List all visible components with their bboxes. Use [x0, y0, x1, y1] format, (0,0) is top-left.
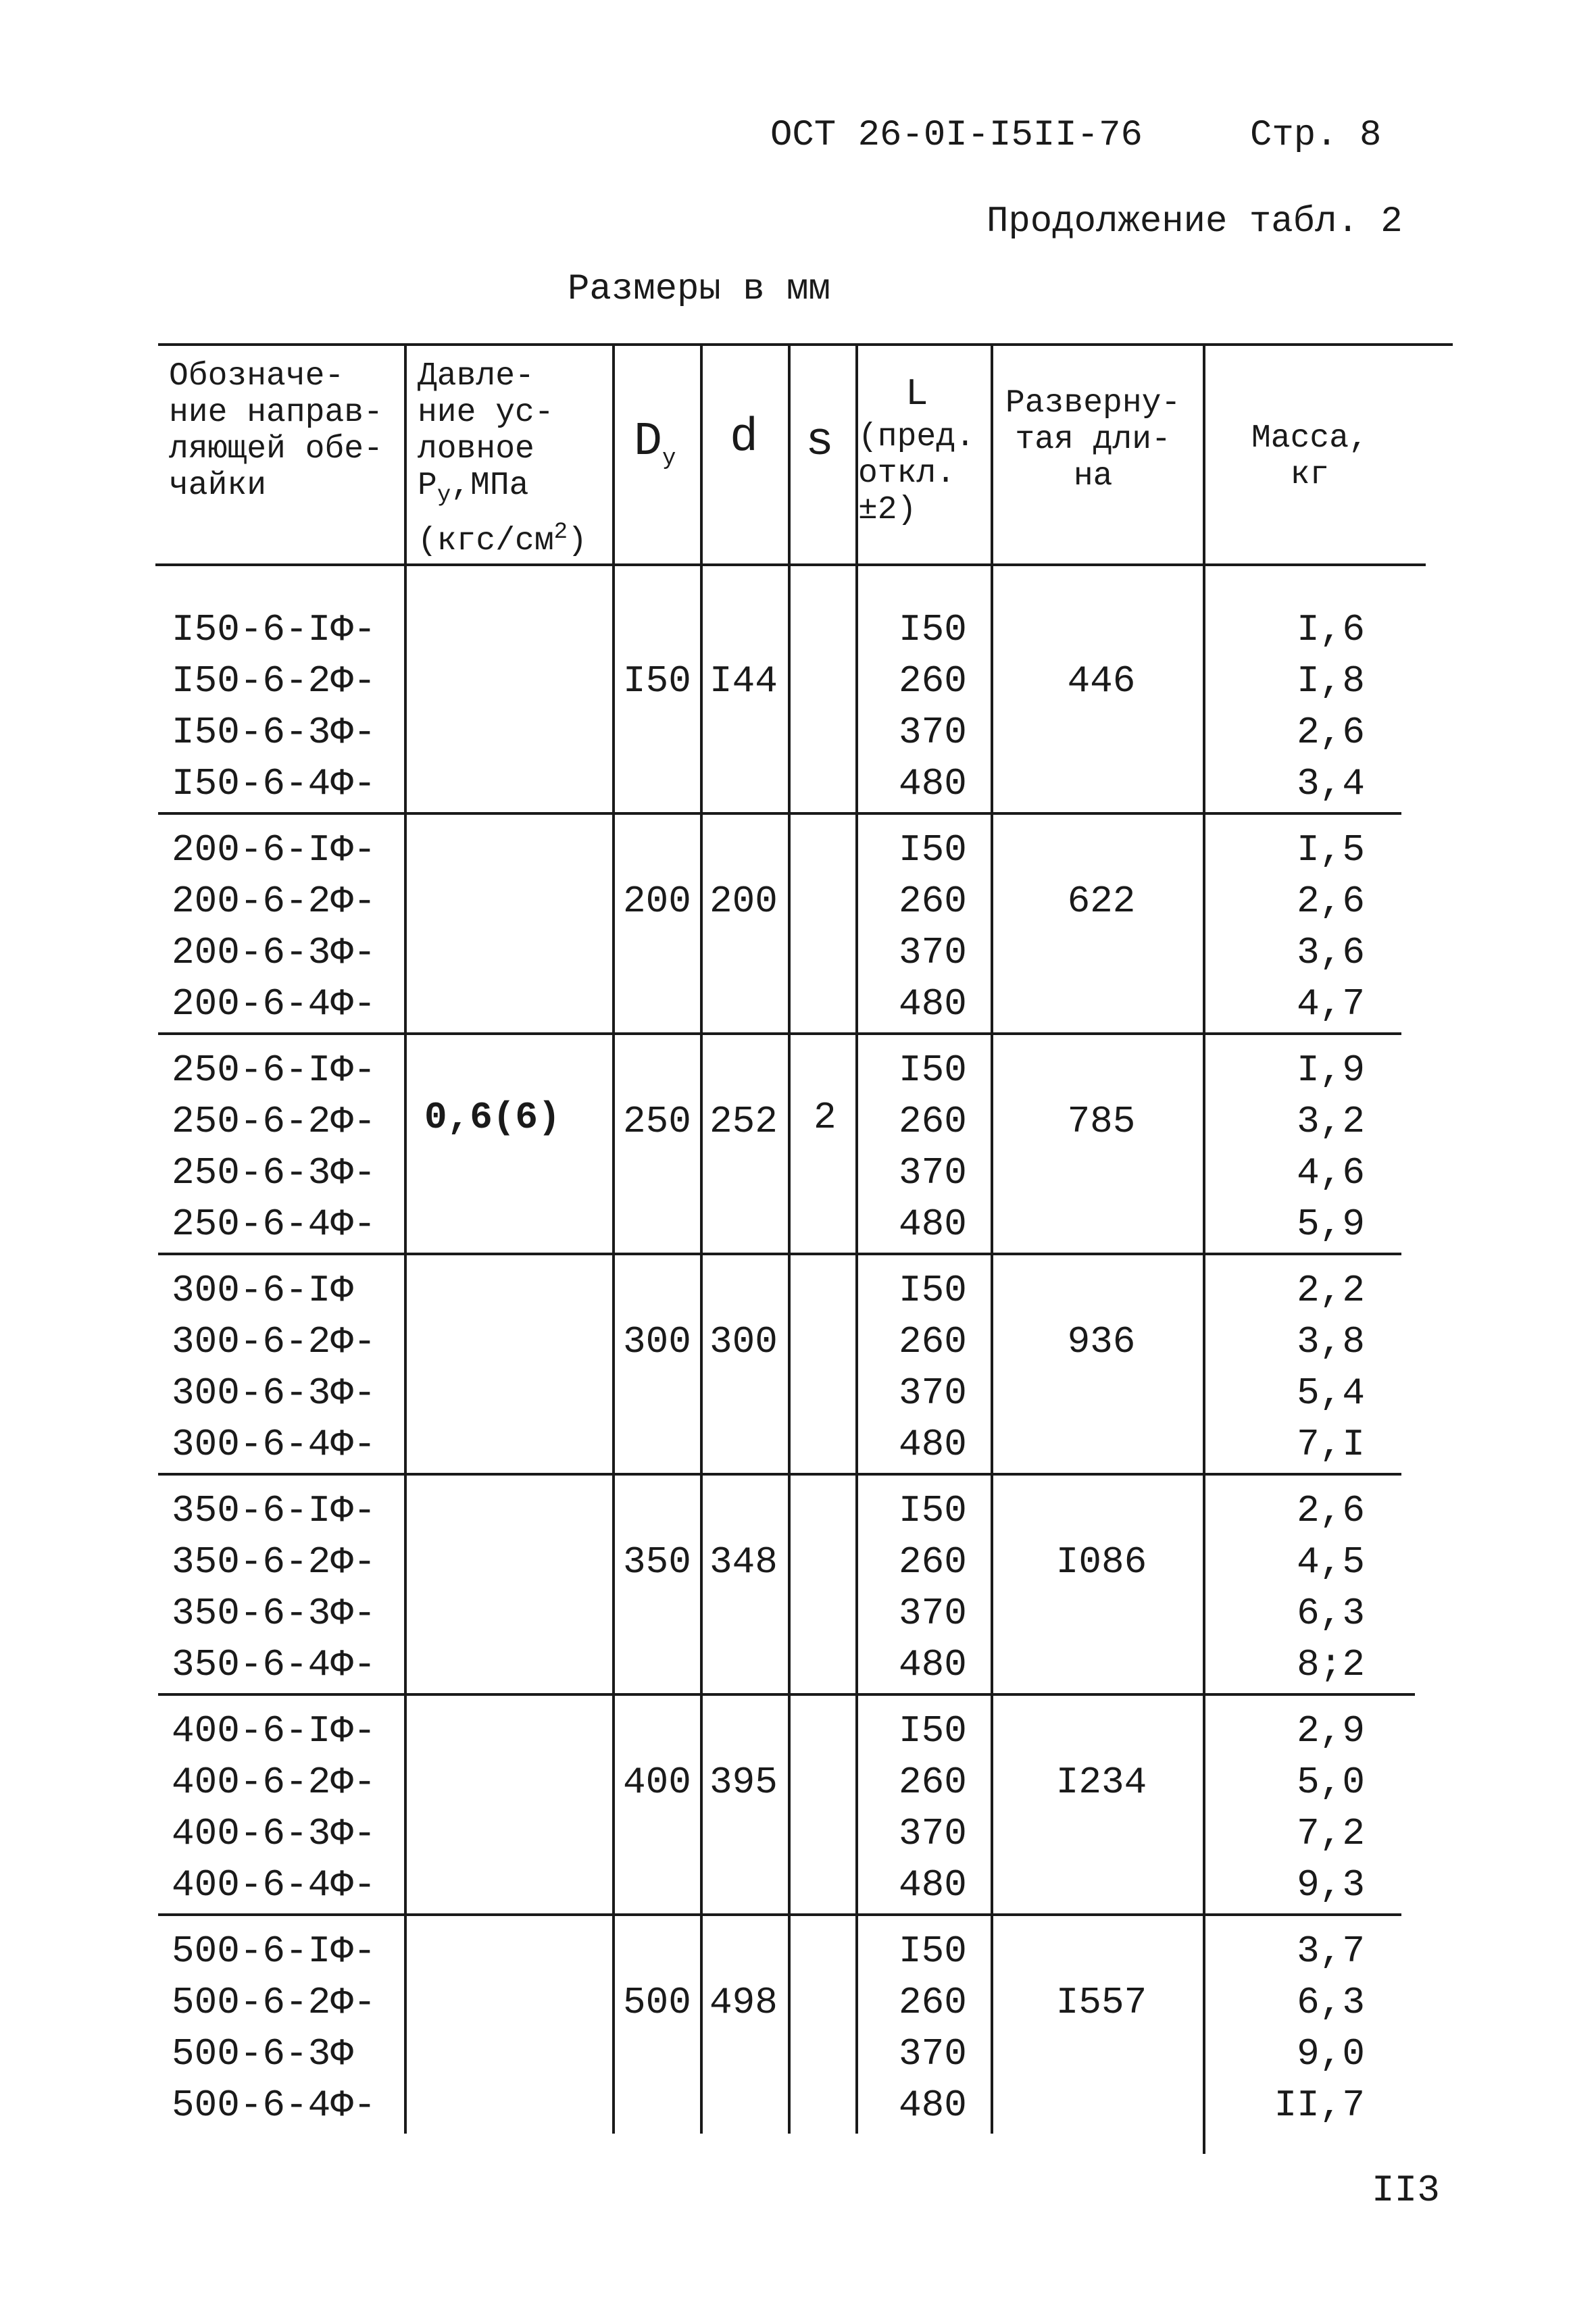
designation-cell: 250-6-2Ф-: [172, 1100, 376, 1143]
designation-cell: I50-6-IФ-: [172, 608, 376, 651]
length-cell: I50: [899, 1269, 967, 1312]
mass-cell: 3,6: [1297, 931, 1365, 974]
page-number: II3: [1372, 2169, 1440, 2212]
designation-cell: 300-6-4Ф-: [172, 1423, 376, 1466]
header-mass: Масса, кг: [1251, 420, 1368, 493]
document-code: ОСТ 26-0I-I5II-76: [770, 115, 1143, 156]
header-s: s: [805, 416, 834, 469]
designation-cell: I50-6-2Ф-: [172, 659, 376, 703]
mass-cell: 2,2: [1297, 1269, 1365, 1312]
mass-cell: 7,2: [1297, 1812, 1365, 1855]
dy-value: 500: [623, 1981, 691, 2024]
designation-cell: 350-6-2Ф-: [172, 1540, 376, 1584]
col-divider-5: [855, 343, 858, 2134]
length-cell: 370: [899, 711, 967, 754]
length-cell: 370: [899, 1812, 967, 1855]
mass-cell: 5,9: [1297, 1203, 1365, 1246]
designation-cell: I50-6-3Ф-: [172, 711, 376, 754]
table-top-border: [158, 343, 1453, 346]
mass-cell: 3,7: [1297, 1930, 1365, 1973]
header-pressure: Давле- ние ус- ловное $P_у,МПа$ $(кгс/см^2)$: [418, 358, 587, 559]
mass-cell: 3,8: [1297, 1320, 1365, 1363]
mass-cell: 6,3: [1297, 1981, 1365, 2024]
length-cell: 480: [899, 1203, 967, 1246]
mass-cell: I,5: [1297, 828, 1365, 872]
d-value: I44: [709, 659, 778, 703]
length-cell: I50: [899, 608, 967, 651]
mass-cell: 9,3: [1297, 1863, 1365, 1907]
dy-value: 250: [623, 1100, 691, 1143]
header-dy: $D_у$: [634, 416, 676, 472]
header-d: d: [730, 411, 759, 465]
mass-cell: 2,6: [1297, 1489, 1365, 1532]
table-header-border: [155, 563, 1426, 566]
designation-cell: 400-6-IФ-: [172, 1709, 376, 1753]
designation-cell: 500-6-4Ф-: [172, 2084, 376, 2127]
length-cell: 480: [899, 2084, 967, 2127]
mass-cell: 3,4: [1297, 762, 1365, 805]
designation-cell: 500-6-2Ф-: [172, 1981, 376, 2024]
length-cell: 370: [899, 1372, 967, 1415]
designation-cell: 400-6-3Ф-: [172, 1812, 376, 1855]
dy-value: I50: [623, 659, 691, 703]
col-divider-3: [700, 343, 703, 2134]
dy-value: 400: [623, 1761, 691, 1804]
designation-cell: 300-6-3Ф-: [172, 1372, 376, 1415]
d-value: 395: [709, 1761, 778, 1804]
mass-cell: II,7: [1274, 2084, 1365, 2127]
d-value: 348: [709, 1540, 778, 1584]
d-value: 200: [709, 880, 778, 923]
mass-cell: 3,2: [1297, 1100, 1365, 1143]
designation-cell: 350-6-IФ-: [172, 1489, 376, 1532]
mass-cell: 4,7: [1297, 982, 1365, 1026]
mass-cell: 2,6: [1297, 880, 1365, 923]
length-cell: 260: [899, 1540, 967, 1584]
designation-cell: 300-6-IФ: [172, 1269, 353, 1312]
unfolded-length-value: 936: [1067, 1320, 1136, 1363]
group-divider: [158, 1032, 1401, 1035]
designation-cell: I50-6-4Ф-: [172, 762, 376, 805]
length-cell: 480: [899, 1863, 967, 1907]
col-divider-7: [1203, 343, 1205, 2154]
designation-cell: 250-6-3Ф-: [172, 1151, 376, 1194]
pressure-value: 0,6(6): [424, 1096, 561, 1139]
d-value: 252: [709, 1100, 778, 1143]
unfolded-length-value: 622: [1067, 880, 1136, 923]
header-l-tolerance: (пред. откл. ±2): [858, 419, 975, 528]
length-cell: I50: [899, 1930, 967, 1973]
mass-cell: 7,I: [1297, 1423, 1365, 1466]
length-cell: I50: [899, 1489, 967, 1532]
table-continuation: Продолжение табл. 2: [987, 201, 1403, 243]
designation-cell: 400-6-2Ф-: [172, 1761, 376, 1804]
dy-value: 200: [623, 880, 691, 923]
group-divider: [158, 812, 1401, 815]
mass-cell: I,6: [1297, 608, 1365, 651]
group-divider: [158, 1253, 1401, 1255]
length-cell: 480: [899, 1643, 967, 1686]
length-cell: 260: [899, 1100, 967, 1143]
units-note: Размеры в мм: [568, 269, 830, 310]
wall-thickness-value: 2: [814, 1096, 837, 1139]
header-designation: Обозначе- ние направ- ляющей обе- чайки: [169, 358, 383, 504]
length-cell: 260: [899, 1761, 967, 1804]
page-label: Стр. 8: [1250, 115, 1382, 156]
length-cell: I50: [899, 1049, 967, 1092]
designation-cell: 200-6-4Ф-: [172, 982, 376, 1026]
unfolded-length-value: I086: [1055, 1540, 1147, 1584]
col-divider-6: [991, 343, 993, 2134]
mass-cell: 8;2: [1297, 1643, 1365, 1686]
length-cell: 260: [899, 659, 967, 703]
header-l: L: [905, 372, 928, 416]
length-cell: 480: [899, 1423, 967, 1466]
dy-value: 350: [623, 1540, 691, 1584]
mass-cell: I,8: [1297, 659, 1365, 703]
designation-cell: 400-6-4Ф-: [172, 1863, 376, 1907]
length-cell: 260: [899, 1320, 967, 1363]
mass-cell: 2,6: [1297, 711, 1365, 754]
col-divider-2: [612, 343, 615, 2134]
designation-cell: 350-6-3Ф-: [172, 1592, 376, 1635]
designation-cell: 350-6-4Ф-: [172, 1643, 376, 1686]
unfolded-length-value: I234: [1055, 1761, 1147, 1804]
col-divider-4: [788, 343, 791, 2134]
designation-cell: 500-6-3Ф: [172, 2032, 353, 2076]
mass-cell: 2,9: [1297, 1709, 1365, 1753]
length-cell: 370: [899, 1151, 967, 1194]
group-divider: [158, 1473, 1401, 1476]
mass-cell: 5,0: [1297, 1761, 1365, 1804]
designation-cell: 200-6-2Ф-: [172, 880, 376, 923]
unfolded-length-value: 446: [1067, 659, 1136, 703]
designation-cell: 200-6-IФ-: [172, 828, 376, 872]
col-divider-1: [404, 343, 407, 2134]
designation-cell: 300-6-2Ф-: [172, 1320, 376, 1363]
length-cell: 370: [899, 2032, 967, 2076]
mass-cell: 6,3: [1297, 1592, 1365, 1635]
mass-cell: 9,0: [1297, 2032, 1365, 2076]
header-unfolded-length: Развернy- тая дли- на: [1005, 385, 1181, 495]
length-cell: I50: [899, 1709, 967, 1753]
mass-cell: 4,5: [1297, 1540, 1365, 1584]
group-divider: [158, 1693, 1415, 1696]
length-cell: 480: [899, 982, 967, 1026]
d-value: 498: [709, 1981, 778, 2024]
length-cell: I50: [899, 828, 967, 872]
length-cell: 260: [899, 1981, 967, 2024]
d-value: 300: [709, 1320, 778, 1363]
dy-value: 300: [623, 1320, 691, 1363]
unfolded-length-value: 785: [1067, 1100, 1136, 1143]
length-cell: 260: [899, 880, 967, 923]
designation-cell: 250-6-4Ф-: [172, 1203, 376, 1246]
length-cell: 480: [899, 762, 967, 805]
length-cell: 370: [899, 1592, 967, 1635]
mass-cell: 5,4: [1297, 1372, 1365, 1415]
designation-cell: 500-6-IФ-: [172, 1930, 376, 1973]
mass-cell: I,9: [1297, 1049, 1365, 1092]
designation-cell: 200-6-3Ф-: [172, 931, 376, 974]
designation-cell: 250-6-IФ-: [172, 1049, 376, 1092]
mass-cell: 4,6: [1297, 1151, 1365, 1194]
group-divider: [158, 1913, 1401, 1916]
unfolded-length-value: I557: [1055, 1981, 1147, 2024]
length-cell: 370: [899, 931, 967, 974]
